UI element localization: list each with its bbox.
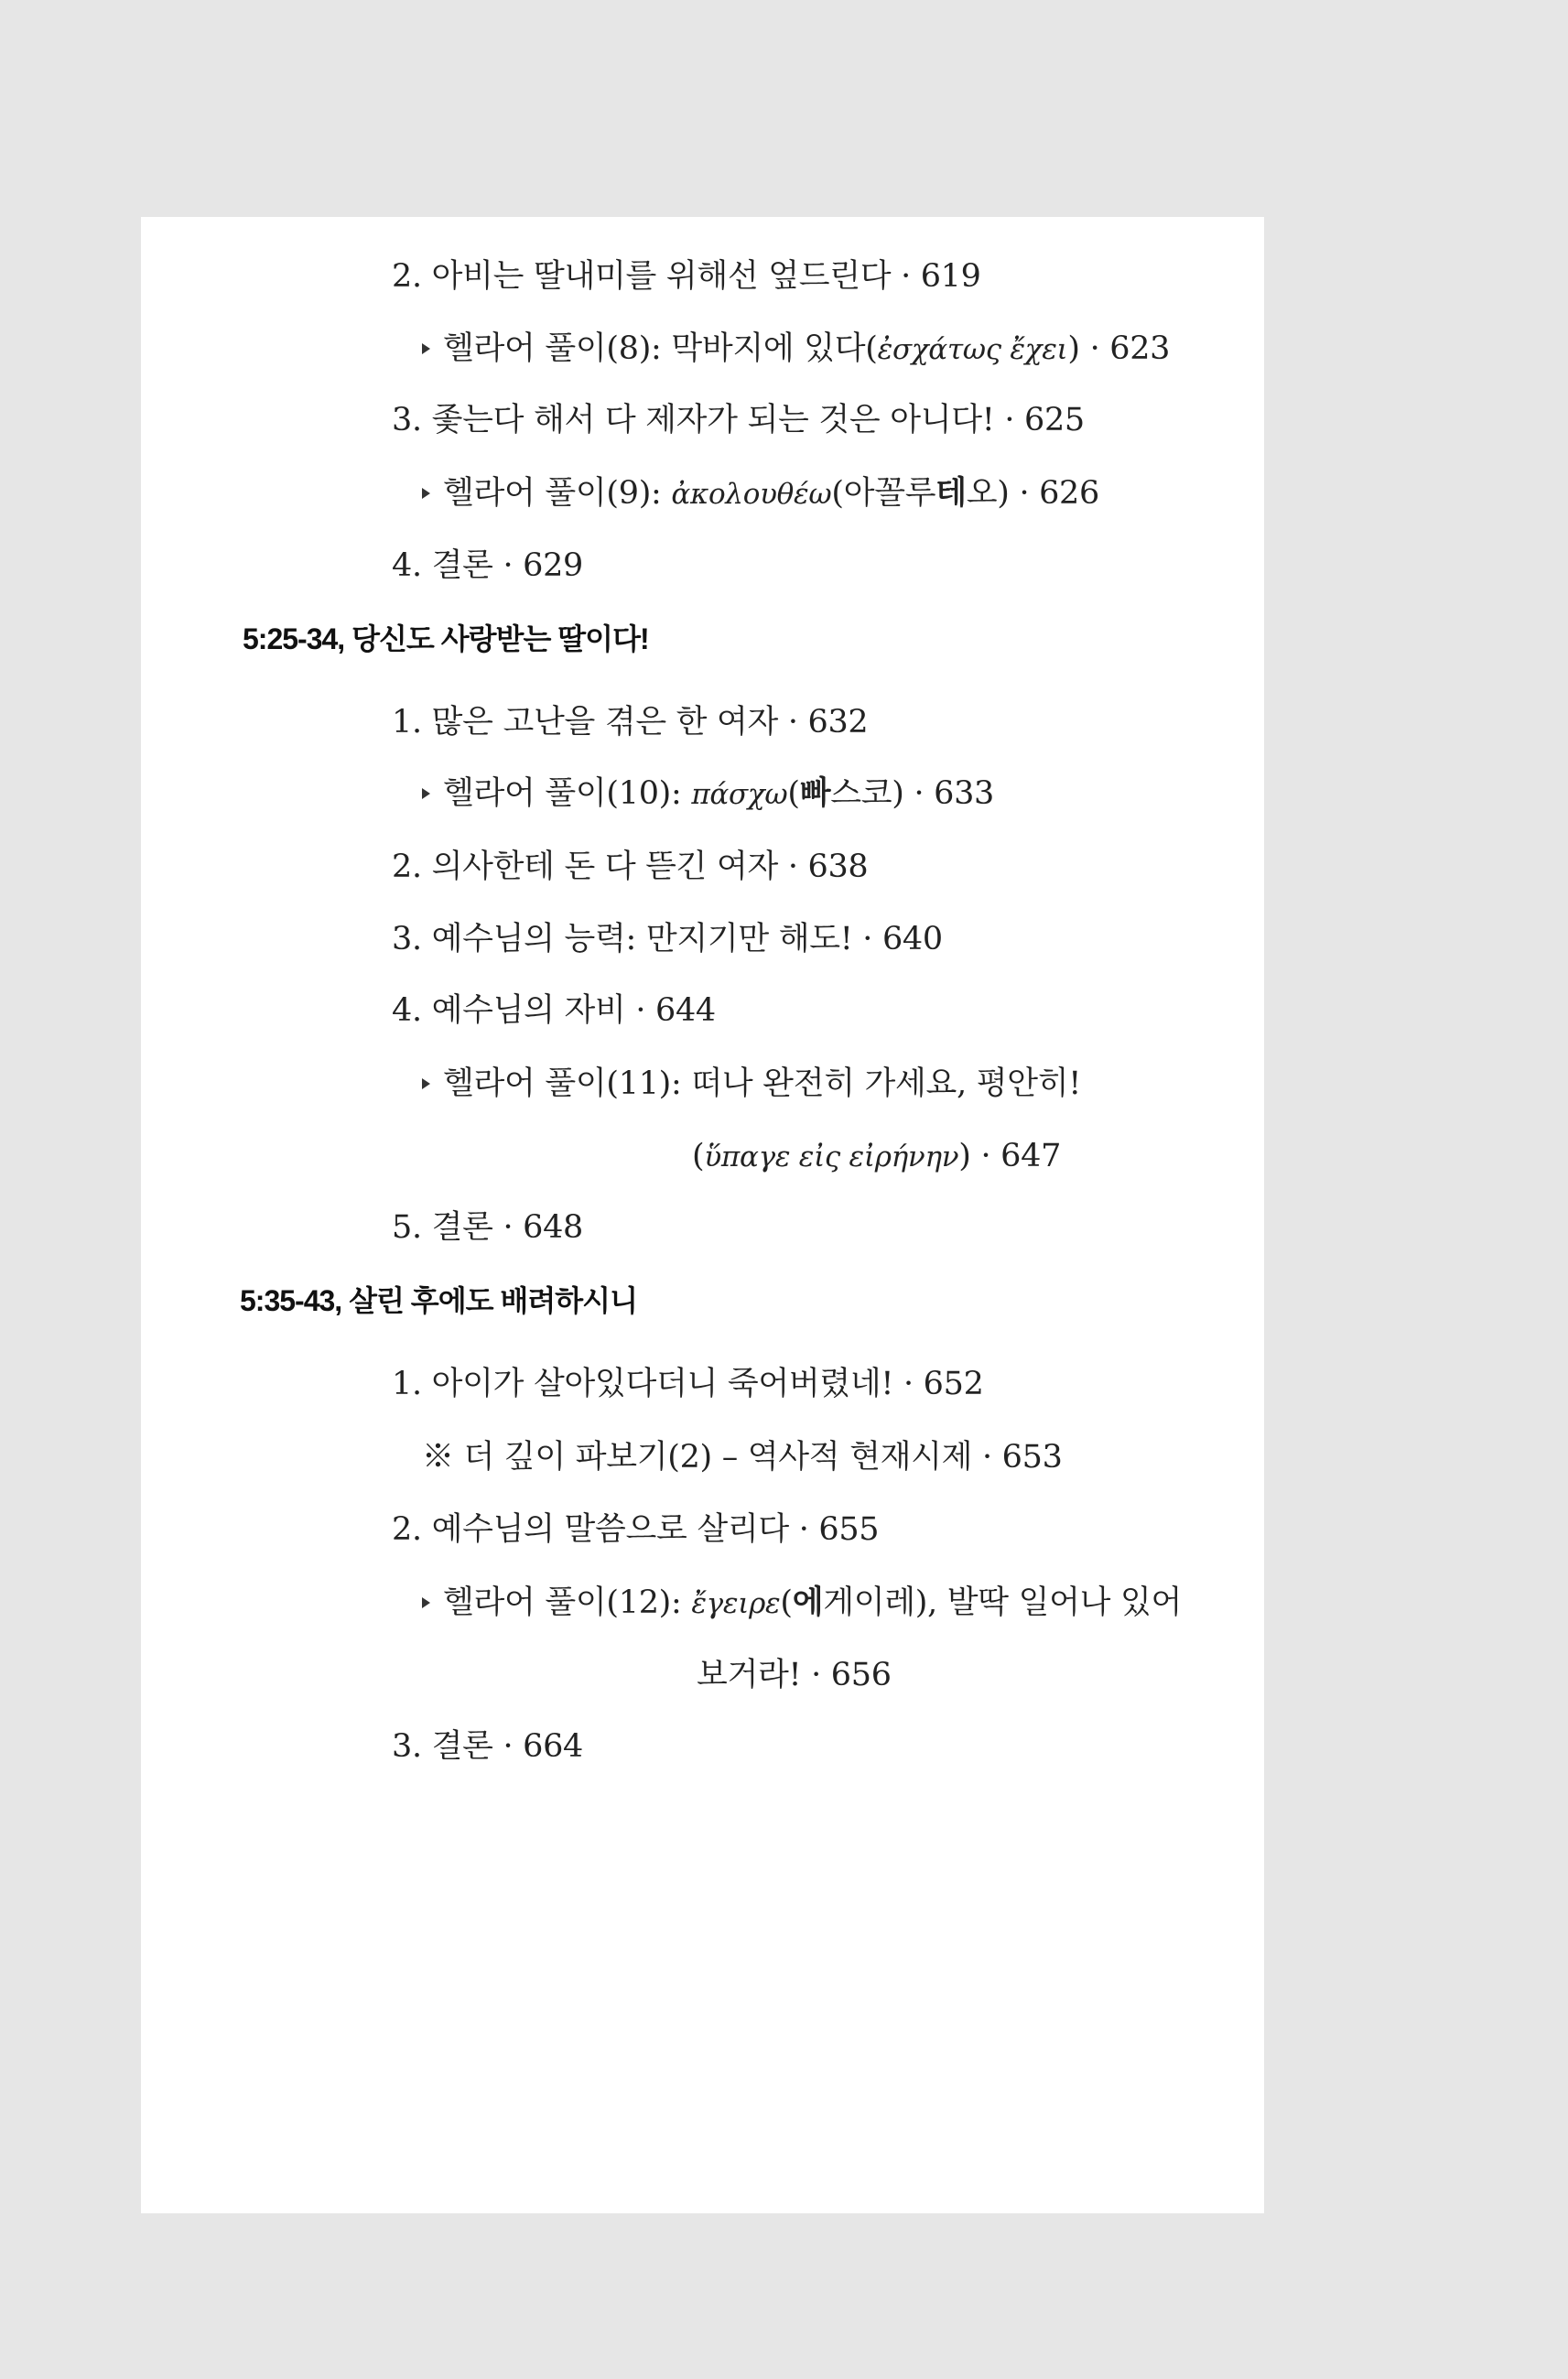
section-heading: 5:25-34, 당신도 사랑받는 딸이다! — [243, 622, 649, 655]
greek-word: ἔγειρε — [691, 1587, 781, 1620]
page-ref: ) · 647 — [958, 1138, 1062, 1174]
entry-label: 헬라어 풀이(10): — [443, 775, 692, 812]
entry-continuation — [692, 1136, 1061, 1176]
greek-phrase: ὕπαγε εἰς εἰρήνην — [704, 1141, 959, 1173]
toc-entry: 4. 결론 · 629 — [392, 547, 584, 584]
entry-label: 헬라어 풀이(11): 떠나 완전히 가세요, 평안히! — [443, 1065, 1082, 1102]
triangle-bullet-icon — [422, 788, 430, 799]
entry-label: 헬라어 풀이(8): 막바지에 있다( — [443, 330, 878, 367]
greek-word: ἐσχάτως ἔχει — [877, 333, 1068, 366]
entry-continuation: 보거라! · 656 — [697, 1657, 892, 1693]
page-ref: 스코) · 633 — [830, 775, 995, 812]
stressed-syllable: 에 — [792, 1584, 824, 1621]
page-ref: ) · 623 — [1067, 330, 1171, 367]
entry-label: 헬라어 풀이(12): — [443, 1584, 692, 1621]
toc-entry: 3. 좇는다 해서 다 제자가 되는 것은 아니다! · 625 — [392, 402, 1085, 438]
toc-entry: 1. 많은 고난을 겪은 한 여자 · 632 — [392, 704, 869, 741]
toc-entry: 5. 결론 · 648 — [392, 1209, 584, 1246]
triangle-bullet-icon — [422, 488, 430, 499]
stressed-syllable: 빠 — [799, 774, 831, 812]
greek-word-entry — [422, 1064, 1081, 1104]
toc-entry: 2. 아비는 딸내미를 위해선 엎드린다 · 619 — [392, 258, 981, 295]
triangle-bullet-icon — [422, 343, 430, 354]
greek-word-entry — [422, 473, 1099, 514]
toc-entry: 1. 아이가 살아있다더니 죽어버렸네! · 652 — [392, 1366, 984, 1402]
stressed-syllable: 테 — [935, 474, 967, 512]
greek-word-entry — [422, 773, 994, 814]
book-page — [141, 217, 1264, 2213]
greek-word: ἀκολουθέω — [671, 478, 832, 511]
transliteration-start: (아꼴루 — [831, 475, 936, 512]
triangle-bullet-icon — [422, 1597, 430, 1608]
greek-word: πάσχω — [691, 778, 788, 811]
toc-entry: 3. 결론 · 664 — [392, 1728, 584, 1765]
greek-word-entry — [422, 1583, 1182, 1623]
section-heading: 5:35-43, 살린 후에도 배려하시니 — [240, 1284, 637, 1317]
transliteration-start: ( — [787, 775, 800, 812]
page-ref: 오) · 626 — [966, 475, 1099, 512]
toc-entry: 2. 의사한테 돈 다 뜯긴 여자 · 638 — [392, 849, 869, 885]
greek-word-entry — [422, 329, 1170, 369]
toc-entry: 4. 예수님의 자비 · 644 — [392, 992, 716, 1029]
paren-open: ( — [692, 1138, 705, 1174]
triangle-bullet-icon — [422, 1078, 430, 1089]
toc-entry: 2. 예수님의 말씀으로 살리다 · 655 — [392, 1511, 880, 1548]
entry-label: 헬라어 풀이(9): — [443, 475, 672, 512]
toc-entry: 3. 예수님의 능력: 만지기만 해도! · 640 — [392, 921, 943, 957]
entry-rest: 게이레), 발딱 일어나 있어 — [823, 1584, 1182, 1621]
transliteration-start: ( — [780, 1584, 793, 1621]
deep-dive-note: ※ 더 깊이 파보기(2) – 역사적 현재시제 · 653 — [422, 1439, 1063, 1476]
